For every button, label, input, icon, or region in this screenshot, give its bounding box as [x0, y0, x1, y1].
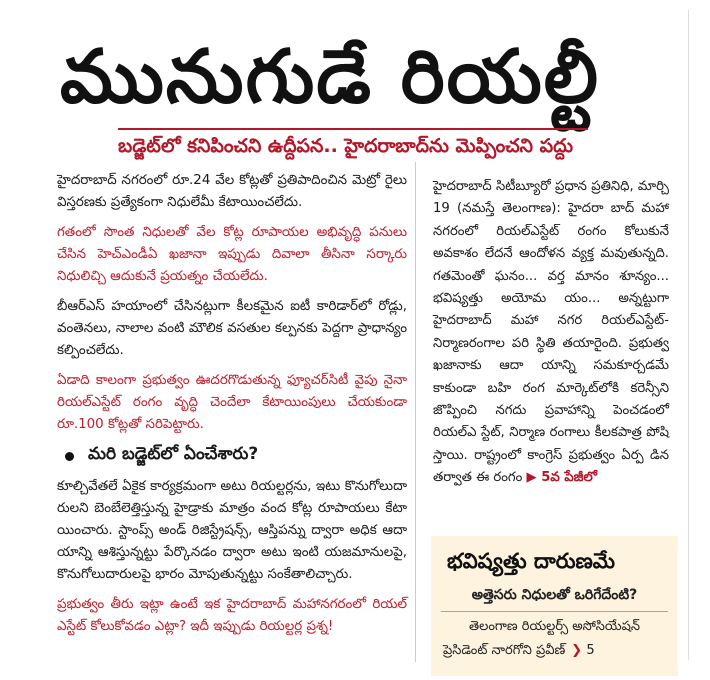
lead-paragraph-future-city: ఏడాది కాలంగా ప్రభుత్వం ఊదరగొడుతున్న ఫ్యూచర్‌సిటీ వైపు నైనా రియల్‌ఎస్టేట్ రంగం వృద్ధి చెందేలా కేటాయింపులు చేయకుండా రూ.100 కోట్లతో సరిపెట్టారు.	[57, 373, 407, 432]
box-president-line	[431, 639, 678, 663]
lead-paragraph-hmda: గతంలో సొంత నిధులతో వేల కోట్ల రూపాయల అభివృద్ధి పనులు చేసిన హెచ్ఎండీఏ ఖజానా ఇప్పుడు దివాలా తీసినా సర్కారు నిధులిచ్చి ఆదుకునే ప్రయత్నం చేయలేదు.	[57, 225, 407, 284]
body-paragraph-hydraa: కూల్చివేతలే ఏకైక కార్యక్రమంగా అటు రియల్టర్లను, ఇటు కొనుగోలుదా రులని బెంబేలెత్తిస్తున్న హైడ్రాకు మాత్రం వంద కోట్ల రూపాయలు కేటా యించారు. స్టాంప్స్ అండ్ రిజిస్ట్రేషన్స్, ఆస్తిపన్ను ద్వారా అధిక ఆదా యాన్ని ఆశిస్తున్నట్టు పేర్కొనడం ద్వారా అటు ఇంటి యజమానులపై, కొనుగోలుదారులపై భారం మోపుతున్నట్టు సంకేతాలిచ్చారు.	[57, 479, 407, 582]
right-column	[433, 176, 669, 490]
main-article-text: హైదరాబాద్ సిటీబ్యూరో ప్రధాన ప్రతినిధి, మార్చి 19 (నమస్తే తెలంగాణ): హైదరా బాద్ మహా నగరంలో రియల్‌ఎస్టేట్ రంగం కోలుకునే అవకాశం లేదనే ఆందోళన వ్యక్త మవుతున్నది. గతమెంతో ఘనం... వర్త మానం శూన్యం... భవిష్యత్తు అయోమ యం... అన్నట్టుగా హైదరాబాద్ మహా నగర రియల్‌ఎస్టేట్- నిర్మాణరంగాల పరి స్థితి తయారైంది. ప్రభుత్వ ఖజానాకు ఆదా యాన్ని సమకూర్చడమే కాకుండా బహి రంగ మార్కెట్‌లోకి కరెన్సీని జొప్పించి నగదు ప్రవాహాన్ని పెంచడంలో రియల్ఎ స్టేట్, నిర్మాణ రంగాలు కీలకపాత్ర పోషి స్తాయి. రాష్ట్రంలో కాంగ్రెస్ ప్రభుత్వం ఏర్ప డిన తర్వాత ఈ రంగం	[433, 179, 669, 486]
question-text: మరి బడ్జెట్‌లో ఏంచేశారు?	[88, 444, 259, 464]
box-title: భవిష్యత్తు దారుణమే	[447, 549, 616, 573]
box-divider	[441, 611, 668, 612]
sidebar-box	[431, 536, 678, 676]
chevron-right-icon: ❯	[571, 643, 583, 658]
box-president-name: ప్రెసిడెంట్ నారగోని ప్రవీణ్	[443, 643, 566, 658]
lead-paragraph-metro: హైదరాబాద్ నగరంలో రూ.24 వేల కోట్లతో ప్రతిపాదించిన మెట్రో రైలు విస్తరణకు ప్రత్యేకంగా నిధులేమీ కేటాయించలేదు.	[57, 173, 407, 210]
question-heading	[57, 444, 407, 468]
box-page-number: 5	[586, 643, 595, 658]
main-article-body	[433, 176, 669, 490]
column-divider	[415, 162, 416, 662]
box-association: తెలంగాణ రియల్టర్స్ అసోసియేషన్	[468, 619, 640, 634]
lead-paragraph-it-corridor: బీఆర్ఎస్ హయాంలో చేసినట్లుగా కీలకమైన ఐటీ కారిడార్‌లో రోడ్లు, వంతెనలు, నాలాల వంటి మౌలిక వసతుల కల్పనకు పెద్దగా ప్రాధాన్యం కల్పించలేదు.	[57, 299, 407, 358]
box-subtitle: అత్తెసరు నిధులతో ఒరిగేదేంటి?	[471, 587, 638, 603]
body-paragraph-realtor-question: ప్రభుత్వం తీరు ఇట్లా ఉంటే ఇక హైదరాబాద్ మహానగరంలో రియల్ ఎస్టేట్ కోలుకోవడం ఎట్లా? ఇదీ ఇప్పుడు రియల్టర్ల ప్రశ్న!	[57, 597, 407, 634]
subheadline: బడ్జెట్‌లో కనిపించని ఉద్దీపన.. హైదరాబాద్‌ను మెప్పించని పద్దు	[118, 128, 588, 160]
continued-page-label: 5వ పేజీలో	[541, 470, 597, 486]
headline: మునుగుడే రియల్టీ	[60, 34, 601, 120]
left-column	[57, 170, 407, 646]
continued-page-ref: ▶ 5వ పేజీలో	[526, 470, 597, 486]
page-edge-rule	[688, 10, 689, 660]
bullet-icon	[65, 452, 74, 461]
